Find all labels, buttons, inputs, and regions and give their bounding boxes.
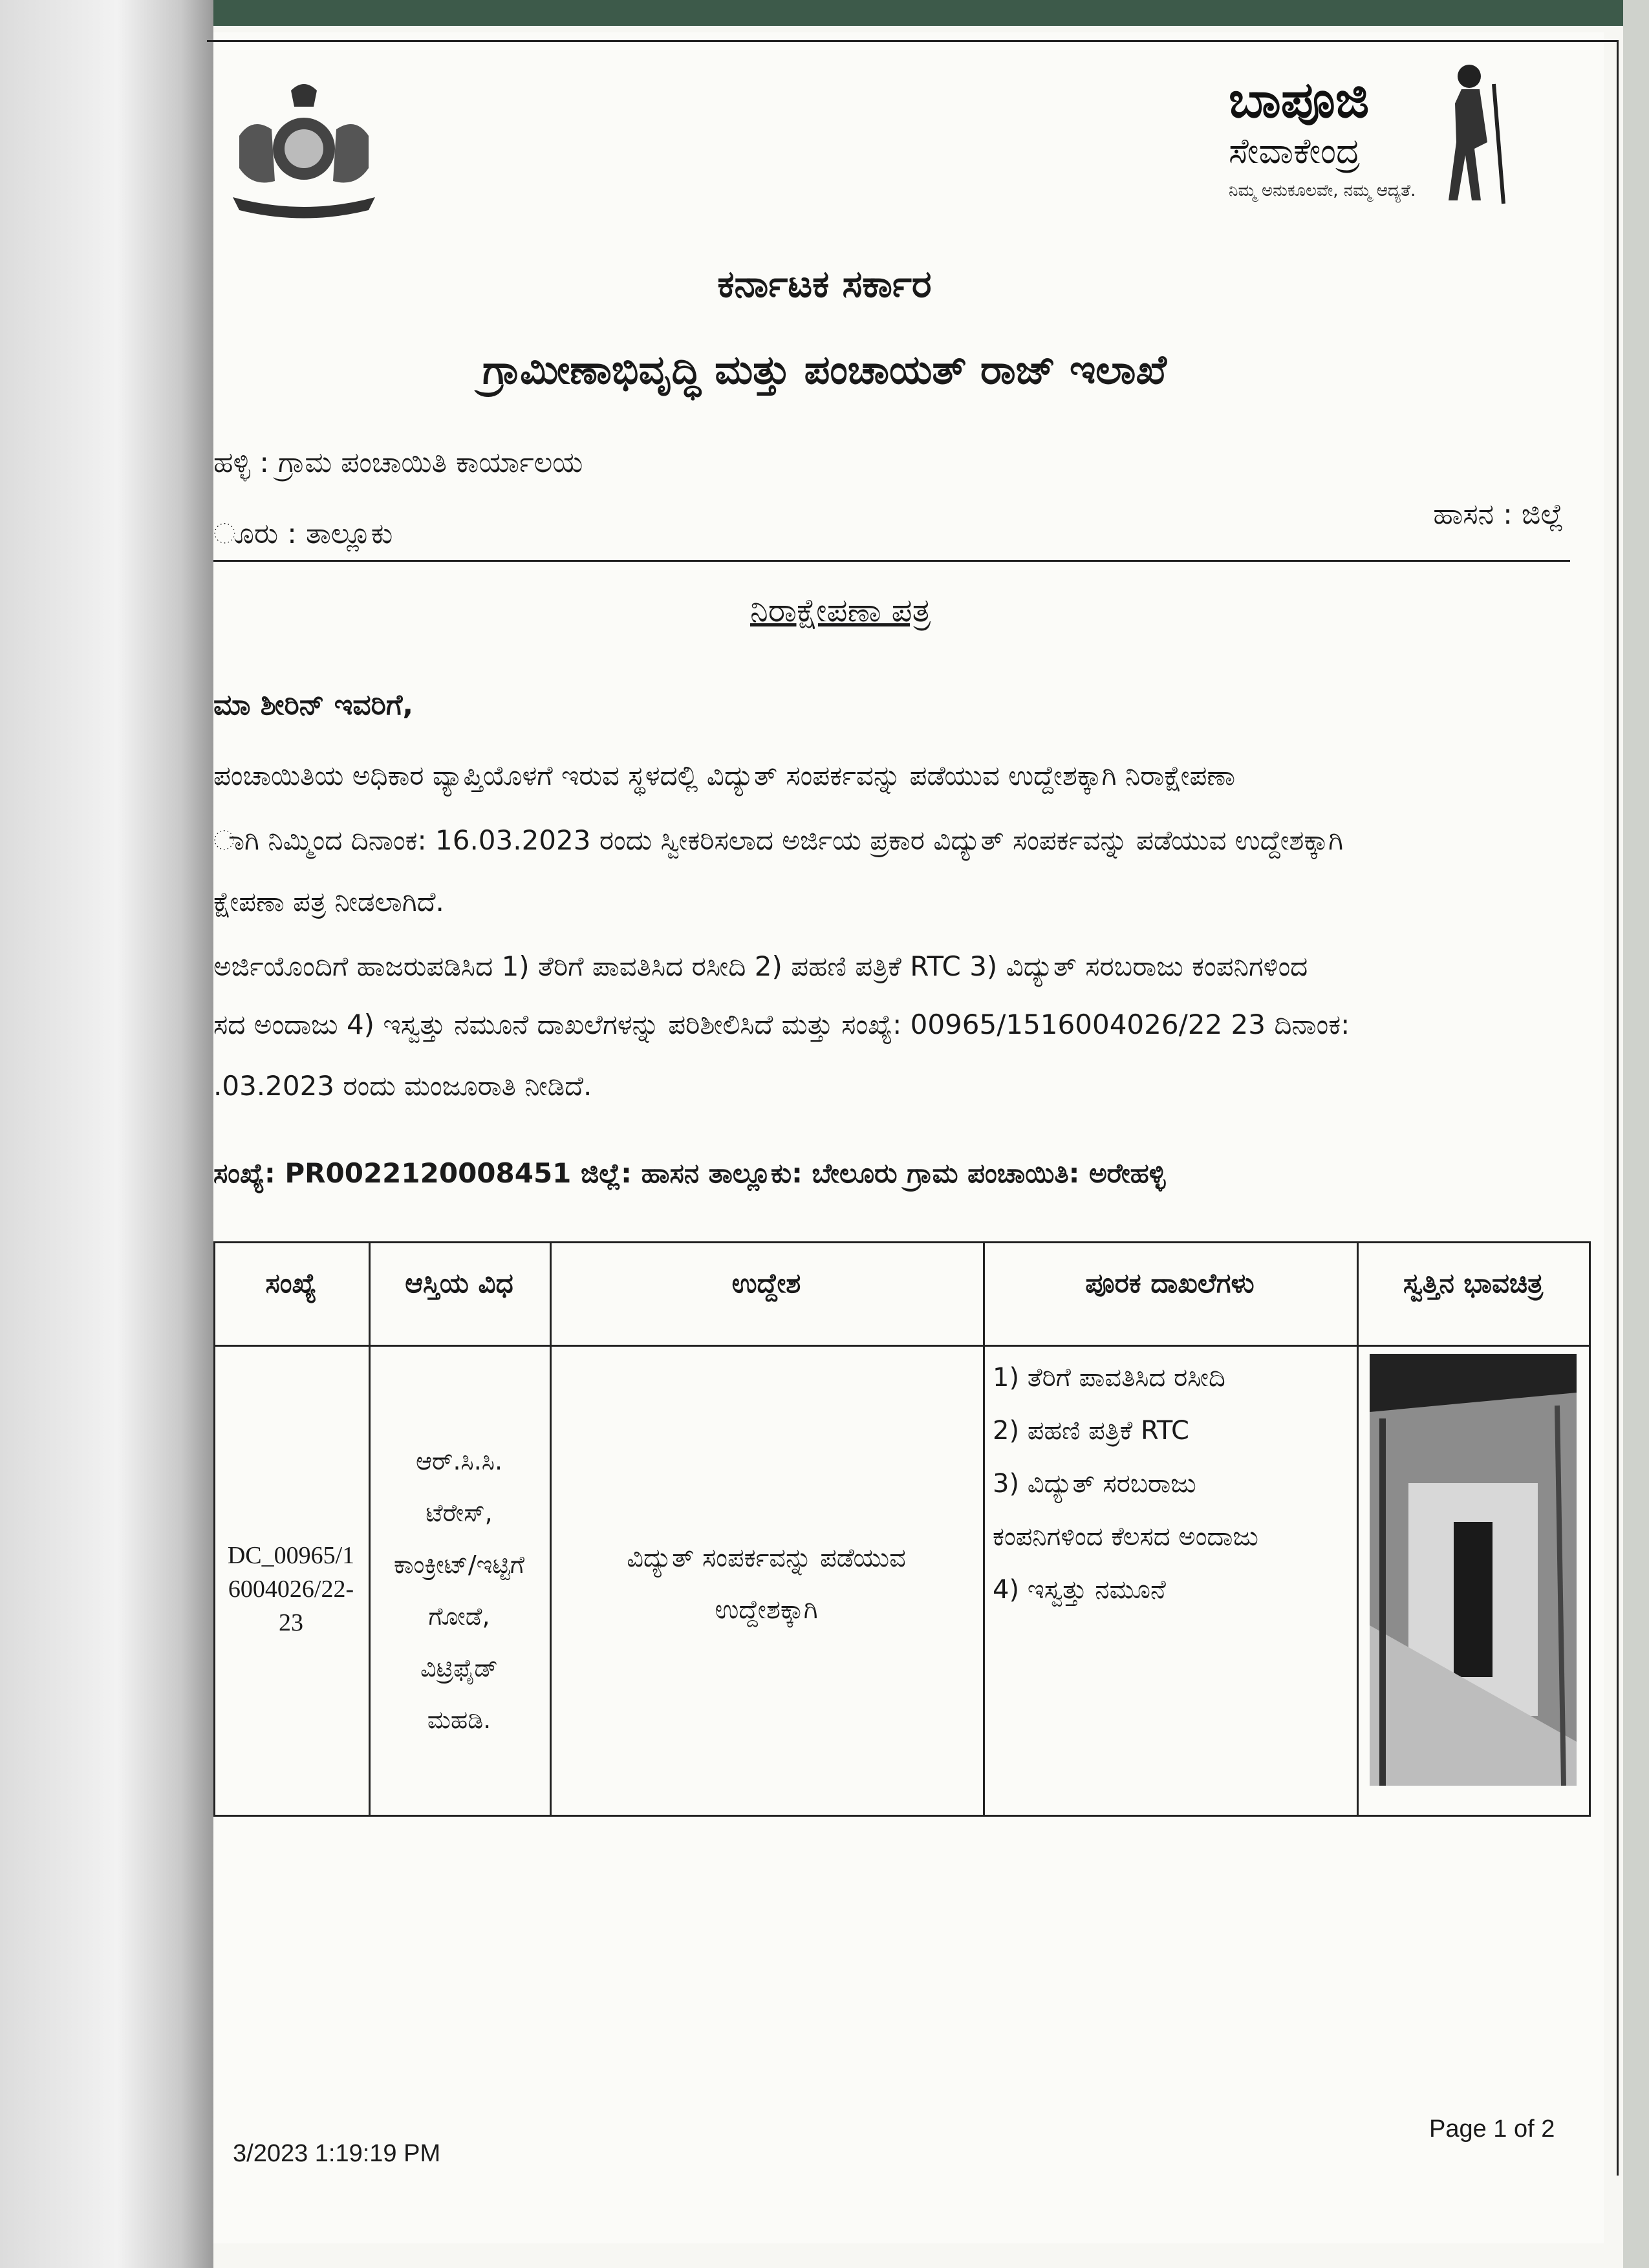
property-type-line-6: ಮಹಡಿ. (427, 1706, 491, 1734)
header-divider (213, 560, 1570, 562)
property-type-line-5: ವಿಟ್ರಿಫೈಡ್ (420, 1654, 498, 1682)
property-type-line-4: ಗೋಡೆ, (428, 1602, 490, 1631)
property-type-line-2: ಟೆರೇಸ್, (426, 1499, 493, 1527)
scan-edge-right (1623, 0, 1649, 2268)
office-line: ಹಳ್ಳಿ : ಗ್ರಾಮ ಪಂಚಾಯಿತಿ ಕಾರ್ಯಾಲಯ (213, 446, 583, 479)
table-col-line-3 (983, 1241, 985, 1817)
table-cell-property-type (369, 1435, 550, 1746)
purpose-line-1: ವಿದ್ಯುತ್ ಸಂಪರ್ಕವನ್ನು ಪಡೆಯುವ (627, 1543, 906, 1573)
document-item-2: 2) ಪಹಣಿ ಪತ್ರಿಕೆ RTC (993, 1416, 1189, 1446)
page-number: Page 1 of 2 (1429, 2115, 1555, 2143)
table-col-line-5 (1589, 1241, 1591, 1817)
paragraph-2-line-3: .03.2023 ರಂದು ಮಂಜೂರಾತಿ ನೀಡಿದೆ. (213, 1070, 592, 1102)
state-emblem-icon (213, 78, 394, 233)
paragraph-1-line-1: ಪಂಚಾಯಿತಿಯ ಅಧಿಕಾರ ವ್ಯಾಪ್ತಿಯೊಳಗೆ ಇರುವ ಸ್ಥಳದಲ್ಲಿ ವಿದ್ಯುತ್ ಸಂಪರ್ಕವನ್ನು ಪಡೆಯುವ ಉದ್ದೇಶಕ್ಕಾಗಿ ನಿರಾಕ್ಷೇಪಣಾ (213, 760, 1236, 791)
document-title: ನಿರಾಕ್ಷೇಪಣಾ ಪತ್ರ (750, 592, 931, 629)
table-cell-number (213, 1539, 369, 1640)
salutation: ಮಾ ಶೀರಿನ್ ಇವರಿಗೆ, (213, 689, 414, 722)
document-item-3-cont: ಕಂಪನಿಗಳಿಂದ ಕೆಲಸದ ಅಂದಾಜು (993, 1522, 1258, 1552)
property-type-line-1: ಆರ್.ಸಿ.ಸಿ. (415, 1447, 503, 1475)
table-col-line-0 (213, 1241, 215, 1817)
table-header-documents: ಪೂರಕ ದಾಖಲೆಗಳು (1085, 1267, 1255, 1299)
logo-tagline: ನಿಮ್ಮ ಅನುಕೂಲವೇ, ನಮ್ಮ ಆದ್ಯತೆ. (1229, 181, 1416, 200)
district-line: ಹಾಸನ : ಜಿಲ್ಲೆ (1433, 498, 1564, 531)
logo-title: ಬಾಪೂಜಿ (1229, 71, 1370, 129)
table-header-photo: ಸ್ವತ್ತಿನ ಭಾವಚಿತ್ರ (1403, 1267, 1544, 1299)
document-item-1: 1) ತೆರಿಗೆ ಪಾವತಿಸಿದ ರಸೀದಿ (993, 1363, 1225, 1393)
department-heading: ಗ್ರಾಮೀಣಾಭಿವೃದ್ಧಿ ಮತ್ತು ಪಂಚಾಯತ್ ರಾಜ್ ಇಲಾಖೆ (482, 346, 1167, 393)
table-border-top (213, 1241, 1591, 1243)
walking-figure-icon (1429, 58, 1513, 207)
number-line-3: 23 (279, 1609, 303, 1636)
table-border-bottom (213, 1815, 1591, 1817)
property-photo (1370, 1354, 1577, 1786)
paragraph-1-line-2: ಾಗಿ ನಿಮ್ಮಿಂದ ದಿನಾಂಕ: 16.03.2023 ರಂದು ಸ್ವೀಕರಿಸಲಾದ ಅರ್ಜಿಯ ಪ್ರಕಾರ ವಿದ್ಯುತ್ ಸಂಪರ್ಕವನ್ನು ಪಡೆಯುವ ಉದ್ದೇಶಕ್ಕಾಗಿ (213, 824, 1344, 856)
table-cell-documents (993, 1351, 1355, 1616)
paragraph-2-line-1: ಅರ್ಜಿಯೊಂದಿಗೆ ಹಾಜರುಪಡಿಸಿದ 1) ತೆರಿಗೆ ಪಾವತಿಸಿದ ರಸೀದಿ 2) ಪಹಣಿ ಪತ್ರಿಕೆ RTC 3) ವಿದ್ಯುತ್ ಸರಬರಾಜು ಕಂಪನಿಗಳಿಂದ (213, 950, 1308, 982)
document-item-4: 4) ಇಸ್ವತ್ತು ನಮೂನೆ (993, 1575, 1166, 1605)
paragraph-2-line-2: ಸದ ಅಂದಾಜು 4) ಇಸ್ವತ್ತು ನಮೂನೆ ದಾಖಲೆಗಳನ್ನು ಪರಿಶೀಲಿಸಿದೆ ಮತ್ತು ಸಂಖ್ಯೆ: 00965/1516004026/22 23 ದಿನಾಂಕ: (213, 1009, 1350, 1040)
document-item-3: 3) ವಿದ್ಯುತ್ ಸರಬರಾಜು (993, 1469, 1196, 1499)
scan-edge-top (0, 0, 1649, 26)
government-heading: ಕರ್ನಾಟಕ ಸರ್ಕಾರ (717, 262, 932, 306)
table-header-number: ಸಂಖ್ಯೆ (265, 1267, 317, 1299)
purpose-line-2: ಉದ್ದೇಶಕ್ಕಾಗಿ (715, 1595, 818, 1625)
table-col-line-2 (550, 1241, 552, 1817)
number-line-2: 6004026/22- (228, 1576, 354, 1603)
table-header-purpose: ಉದ್ದೇಶ (731, 1267, 801, 1299)
property-id-line: ಸಂಖ್ಯೆ: PR0022120008451 ಜಿಲ್ಲೆ: ಹಾಸನ ತಾಲ್ಲೂಕು: ಬೇಲೂರು ಗ್ರಾಮ ಪಂಚಾಯಿತಿ: ಅರೇಹಳ್ಳಿ (213, 1157, 1166, 1189)
print-timestamp: 3/2023 1:19:19 PM (233, 2140, 441, 2167)
table-header-property-type: ಆಸ್ತಿಯ ವಿಧ (405, 1267, 513, 1299)
table-col-line-4 (1357, 1241, 1359, 1817)
bapuji-seva-kendra-logo (1216, 58, 1513, 213)
property-table (213, 1241, 1591, 1817)
paragraph-1-line-3: ಕ್ಷೇಪಣಾ ಪತ್ರ ನೀಡಲಾಗಿದೆ. (213, 886, 444, 917)
taluk-line: ೂರು : ತಾಲ್ಲೂಕು (213, 517, 393, 550)
table-cell-purpose (550, 1532, 983, 1636)
property-type-line-3: ಕಾಂಕ್ರೀಟ್/ಇಟ್ಟಿಗೆ (393, 1550, 524, 1579)
binding-shadow (0, 0, 213, 2268)
logo-subtitle: ಸೇವಾಕೇಂದ್ರ (1229, 131, 1361, 171)
table-header-divider (213, 1345, 1591, 1347)
number-line-1: DC_00965/1 (227, 1542, 355, 1569)
